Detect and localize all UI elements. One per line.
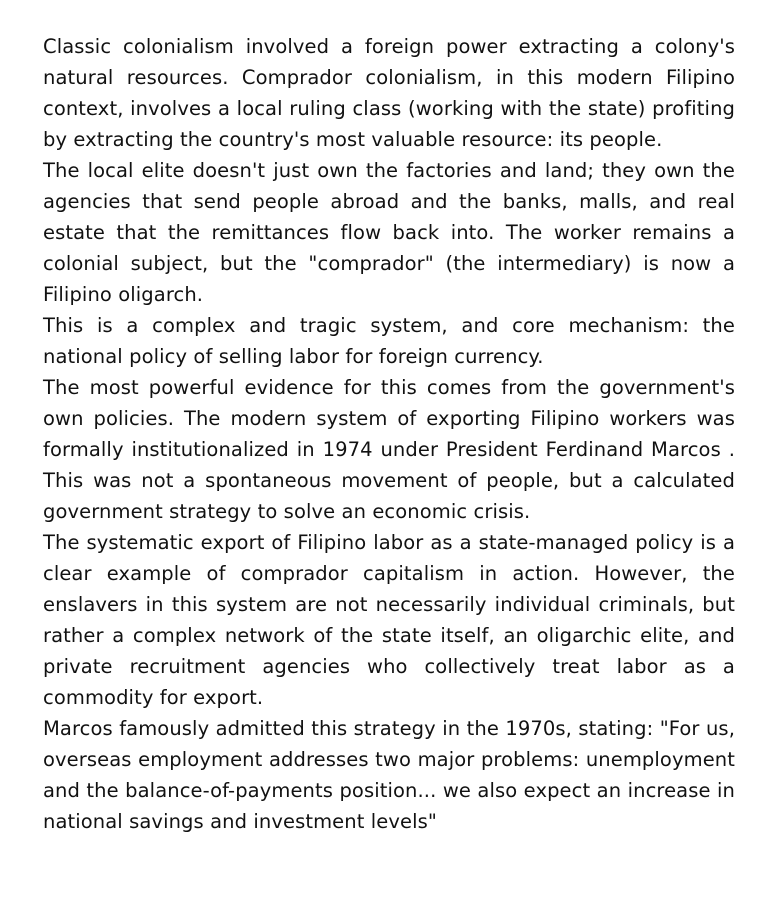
paragraph-marcos-quote: Marcos famously admitted this strategy in the 1970s, stating: "For us, overseas employment addresses two major problems: unemployment and the balance-of-payments position... we also expect an increase in national savings and investment levels" [43, 717, 735, 833]
document-body [43, 31, 735, 837]
paragraph-core-mechanism: This is a complex and tragic system, and core mechanism: the national policy of selling labor for foreign currency. [43, 314, 735, 368]
paragraph-government-policies: The most powerful evidence for this comes from the government's own policies. The modern system of exporting Filipino workers was formally institutionalized in 1974 under President Ferdinand Marcos . This was not a spontaneous movement of people, but a calculated government strategy to solve an economic crisis. [43, 376, 735, 523]
paragraph-comprador-capitalism: The systematic export of Filipino labor as a state-managed policy is a clear example of comprador capitalism in action. However, the enslavers in this system are not necessarily individual criminals, but rather a complex network of the state itself, an oligarchic elite, and private recruitment agencies who collectively treat labor as a commodity for export. [43, 531, 735, 709]
paragraph-local-elite: The local elite doesn't just own the factories and land; they own the agencies that send people abroad and the banks, malls, and real estate that the remittances flow back into. The worker remains a colonial subject, but the "comprador" (the intermediary) is now a Filipino oligarch. [43, 159, 735, 306]
paragraph-classic-colonialism: Classic colonialism involved a foreign power extracting a colony's natural resources. Comprador colonialism, in this modern Filipino context, involves a local ruling class (working with the state) profiting by extracting the country's most valuable resource: its people. [43, 35, 735, 151]
